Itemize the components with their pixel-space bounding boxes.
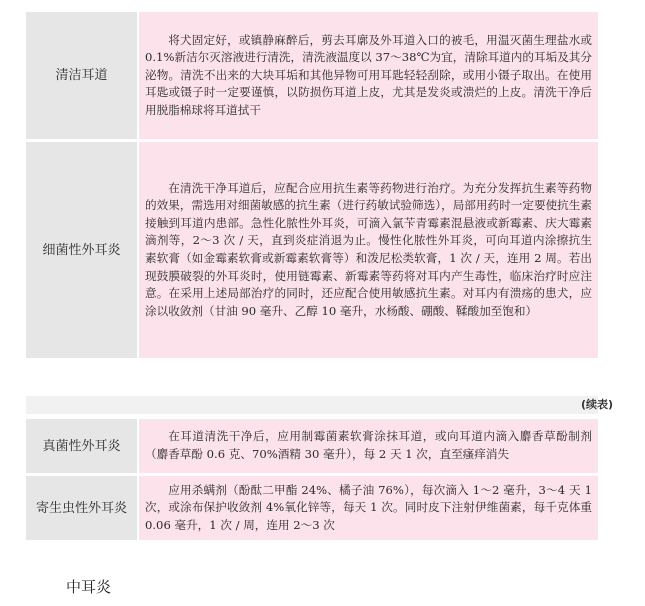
row-text-bacterial: 在清洗干净耳道后，应配合应用抗生素等药物进行治疗。为充分发挥抗生素等药物的效果，需选用对细菌敏感的抗生素（进行药敏试验筛选），局部用药时一定要使抗生素接触到耳道内患部。急性化脓性外耳炎，可滴入氯苄青霉素混悬液或新霉素、庆大霉素滴剂等，2～3 次 / 天，直到炎症消退为止。慢性化脓性外耳炎，可向耳道内涂擦抗生素软膏（如金霉素软膏或新霉素软膏等）和泼尼松类软膏，1 次 / 天，连用 2 周。若出现鼓膜破裂的外耳炎时，使用链霉素、新霉素等药将对耳内产生毒性，临床治疗时应注意。在采用上述局部治疗的同时，还应配合使用敏感抗生素。对耳内有溃疡的患犬，应涂以收敛剂（甘油 90 毫升、乙醇 10 毫升，水杨酸、硼酸、鞣酸加至饱和） <box>138 141 598 359</box>
row-text-cleaning: 将犬固定好，或镇静麻醉后，剪去耳廓及外耳道入口的被毛，用温灭菌生理盐水或 0.1%新洁尔灭溶液进行清洗，清洗液温度以 37～38℃为宜，清除耳道内的耳垢及其分泌物。清洗不出来的大块耳垢和其他异物可用耳匙轻轻刮除，或用小镊子取出。在使用耳匙或镊子时一定要谨慎，以防损伤耳道上皮，尤其是发炎或溃烂的上皮。清洗干净后用脱脂棉球将耳道拭干 <box>138 12 598 141</box>
treatment-table-part2 <box>26 419 598 540</box>
row-text-parasitic: 应用杀螨剂（酚酞二甲酯 24%、橘子油 76%），每次滴入 1～2 毫升，3～4 天 1 次，或涂布保护收敛剂 4%氧化锌等，每天 1 次。同时皮下注射伊维菌素，每千克体重 0.06 毫升，1 次 / 周，连用 2～3 次 <box>138 475 598 541</box>
row-label-fungal: 真菌性外耳炎 <box>26 419 138 475</box>
table-row <box>26 475 598 541</box>
table-row <box>26 12 598 141</box>
treatment-table-part1 <box>26 12 598 358</box>
table-row <box>26 141 598 359</box>
section-heading: 中耳炎 <box>66 578 112 596</box>
row-text-fungal: 在耳道清洗干净后，应用制霉菌素软膏涂抹耳道，或向耳道内滴入麝香草酚制剂（麝香草酚 0.6 克、70%酒精 30 毫升），每 2 天 1 次，直至瘙痒消失 <box>138 419 598 475</box>
continued-bar <box>26 396 598 414</box>
row-label-bacterial: 细菌性外耳炎 <box>26 141 138 359</box>
row-label-parasitic: 寄生虫性外耳炎 <box>26 475 138 541</box>
table-row <box>26 419 598 475</box>
row-label-cleaning: 清洁耳道 <box>26 12 138 141</box>
continued-label: (续表) <box>580 398 613 411</box>
